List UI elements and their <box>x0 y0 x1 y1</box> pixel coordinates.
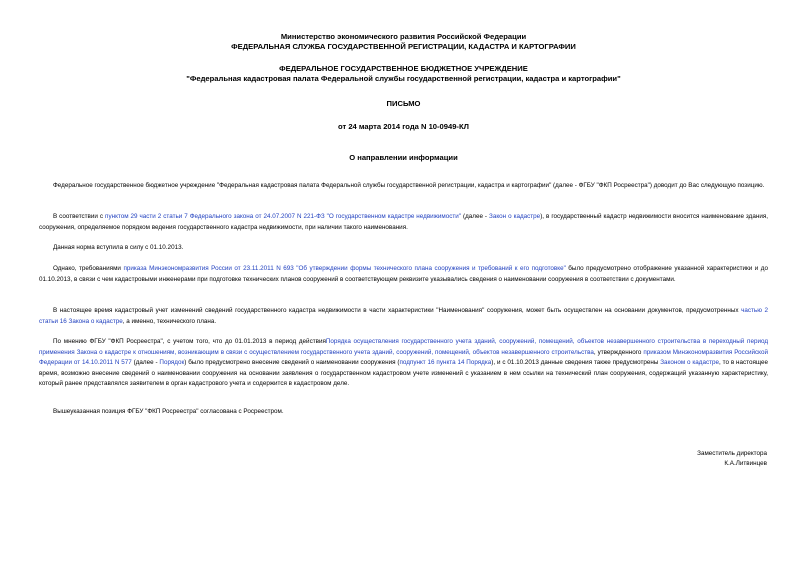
paragraph-2: В соответствии с пунктом 29 части 2 статьи 7 Федерального закона от 24.07.2007 N 221-ФЗ "О государственном кадастре недвижимости" (далее - Закон о кадастре), в государственный кадастр недвижимости вносится наименование здания, сооружения, определяемое порядком ведения государственного кадастра недвижимости, при наличии такого наименования. <box>39 213 769 231</box>
cadastre-law-link-2[interactable]: Законом о кадастре <box>660 359 720 366</box>
law-221-fz-link[interactable]: пунктом 29 части 2 статьи 7 Федерального закона от 24.07.2007 N 221-ФЗ "О государственном кадастре недвижимости" <box>105 213 462 220</box>
paragraph-3: Данная норма вступила в силу с 01.10.2013. <box>53 244 184 251</box>
cadastre-law-link[interactable]: Закон о кадастре <box>489 213 541 220</box>
institution-title: ФЕДЕРАЛЬНОЕ ГОСУДАРСТВЕННОЕ БЮДЖЕТНОЕ УЧРЕЖДЕНИЕ <box>279 64 528 73</box>
paragraph-1: Федеральное государственное бюджетное учреждение "Федеральная кадастровая палата Федеральной службы государственной регистрации, кадастра и картографии" (далее - ФГБУ "ФКП Росреестра") доводит до Вас следующую позицию. <box>53 182 765 189</box>
signature-name: К.А.Литвинцев <box>724 460 767 467</box>
signature-position: Заместитель директора <box>697 450 767 457</box>
paragraph-7: Вышеуказанная позиция ФГБУ "ФКП Росреестра" согласована с Росреестром. <box>53 408 284 415</box>
order-693-link[interactable]: приказа Минэкономразвития России от 23.11.2011 N 693 "Об утверждении формы технического плана сооружения и требований к его подготовке" <box>123 265 566 272</box>
document-type: ПИСЬМО <box>386 99 421 108</box>
document-date-number: от 24 марта 2014 года N 10-0949-КЛ <box>338 122 469 131</box>
subpoint-16-link[interactable]: подпункт 16 пункта 14 Порядка <box>399 359 492 366</box>
article-16-link[interactable]: частью 2 статьи 16 Закона о кадастре <box>39 307 768 325</box>
procedure-short-link[interactable]: Порядок <box>159 359 185 366</box>
paragraph-5: В настоящее время кадастровый учет изменений сведений государственного кадастра недвижимости в части характеристики "Наименования" сооружения, может быть осуществлен на основании документов, предусмотренных частью 2 статьи 16 Закона о кадастре, а именно, технического плана. <box>39 307 768 325</box>
paragraph-4: Однако, требованиями приказа Минэкономразвития России от 23.11.2011 N 693 "Об утверждении формы технического плана сооружения и требований к его подготовке" было предусмотрено отображение указанной характеристики и до 01.10.2013, в связи с чем кадастровыми инженерами при подготовке технических планов сооружений в соответствующем реквизите указывались сведения о наименовании сооружения в соответствии с документами. <box>39 265 768 283</box>
service-title: ФЕДЕРАЛЬНАЯ СЛУЖБА ГОСУДАРСТВЕННОЙ РЕГИСТРАЦИИ, КАДАСТРА И КАРТОГРАФИИ <box>231 42 576 51</box>
procedure-link[interactable]: Порядка осуществления государственного учета зданий, сооружений, помещений, объектов незавершенного строительства в переходный период применения Закона о кадастре к отношениям, возникающим в связи с осуществлением государственного учета зданий, сооружений, помещений, объектов незавершенного строительства <box>39 338 769 356</box>
order-577-link[interactable]: приказом Минэкономразвития Российской Федерации от 14.10.2011 N 577 <box>39 348 768 366</box>
paragraph-6: По мнению ФГБУ "ФКП Росреестра", с учетом того, что до 01.01.2013 в период действияПорядка осуществления государственного учета зданий, сооружений, помещений, объектов незавершенного строительства в переходный период применения Закона о кадастре к отношениям, возникающим в связи с осуществлением государственного учета зданий, сооружений, помещений, объектов незавершенного строительства, утвержденного приказом Минэкономразвития Российской Федерации от 14.10.2011 N 577 (далее - Порядок) было предусмотрено внесение сведений о наименовании сооружения (подпункт 16 пункта 14 Порядка), и с 01.10.2013 данные сведения также предусмотрены Законом о кадастре, то в настоящее время, возможно внесение сведений о наименовании сооружения на основании заявления о государственном кадастровом учете изменений с указанием в нем ссылки на технический план сооружения, содержащий указанную характеристику, который ранее представлялся заявителем в орган кадастрового учета и содержится в кадастровом деле. <box>39 338 769 387</box>
institution-name: "Федеральная кадастровая палата Федеральной службы государственной регистрации, кадастра и картографии" <box>186 74 621 83</box>
document-subject: О направлении информации <box>349 153 458 162</box>
ministry-title: Министерство экономического развития Российской Федерации <box>280 32 527 41</box>
